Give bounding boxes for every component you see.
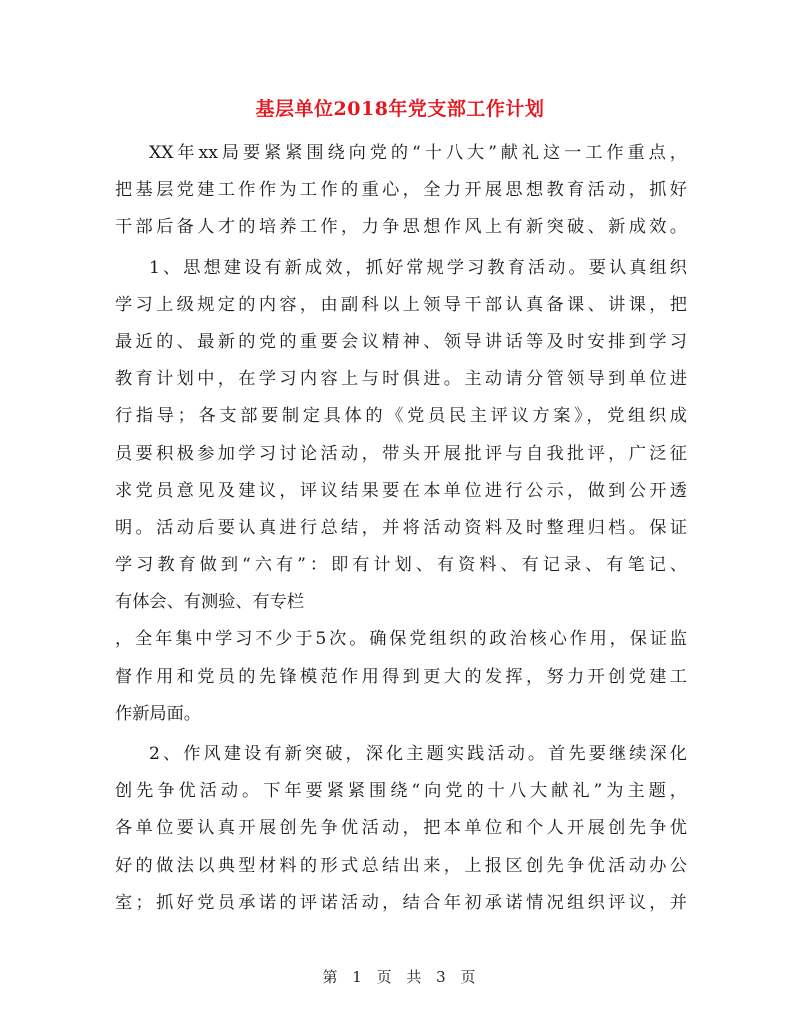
paragraph-3-line: 创先争优活动。下年要紧紧围绕“向党的十八大献礼”为主题， [115,781,687,802]
paragraph-2-line: 员要积极参加学习讨论活动，带头开展批评与自我批评，广泛征 [115,443,687,464]
paragraph-2-line: 作新局面。 [115,703,201,724]
paragraph-2-line: 1、思想建设有新成效，抓好常规学习教育活动。要认真组织 [149,257,687,278]
paragraph-2-line: 最近的、最新的党的重要会议精神、领导讲话等及时安排到学习 [115,331,687,352]
page-number-footer: 第 1 页 共 3 页 [322,968,478,986]
paragraph-2-line: 有体会、有测验、有专栏 [115,592,305,613]
paragraph-1-line: 干部后备人才的培养工作，力争思想作风上有新突破、新成效。 [115,217,687,238]
paragraph-2-line: 督作用和党员的先锋模范作用得到更大的发挥，努力开创党建工 [115,666,687,687]
paragraph-3-line: 2、作风建设有新突破，深化主题实践活动。首先要继续深化 [149,744,687,764]
paragraph-2-line: 学习上级规定的内容，由副科以上领导干部认真备课、讲课，把 [115,294,687,315]
paragraph-2-line: 明。活动后要认真进行总结，并将活动资料及时整理归档。保证 [115,517,687,538]
paragraph-2-line: ，全年集中学习不少于5次。确保党组织的政治核心作用，保证监 [115,629,687,650]
document-title: 基层单位2018年党支部工作计划 [255,98,545,120]
paragraph-1-line: XX年xx局要紧紧围绕向党的“十八大”献礼这一工作重点， [149,143,687,163]
paragraph-3-line: 好的做法以典型材料的形式总结出来，上报区创先争优活动办公 [115,855,687,876]
paragraph-2-line: 学习教育做到“六有”：即有计划、有资料、有记录、有笔记、 [115,555,687,576]
paragraph-3-line: 各单位要认真开展创先争优活动，把本单位和个人开展创先争优 [115,818,687,839]
paragraph-1-line: 把基层党建工作作为工作的重心，全力开展思想教育活动，抓好 [115,180,687,201]
paragraph-2-line: 行指导；各支部要制定具体的《党员民主评议方案》，党组织成 [115,406,687,427]
paragraph-2-line: 求党员意见及建议，评议结果要在本单位进行公示，做到公开透 [115,480,687,501]
document-body [115,135,687,922]
paragraph-3-line: 室；抓好党员承诺的评诺活动，结合年初承诺情况组织评议，并 [115,892,687,913]
paragraph-2-line: 教育计划中，在学习内容上与时俱进。主动请分管领导到单位进 [115,369,687,390]
